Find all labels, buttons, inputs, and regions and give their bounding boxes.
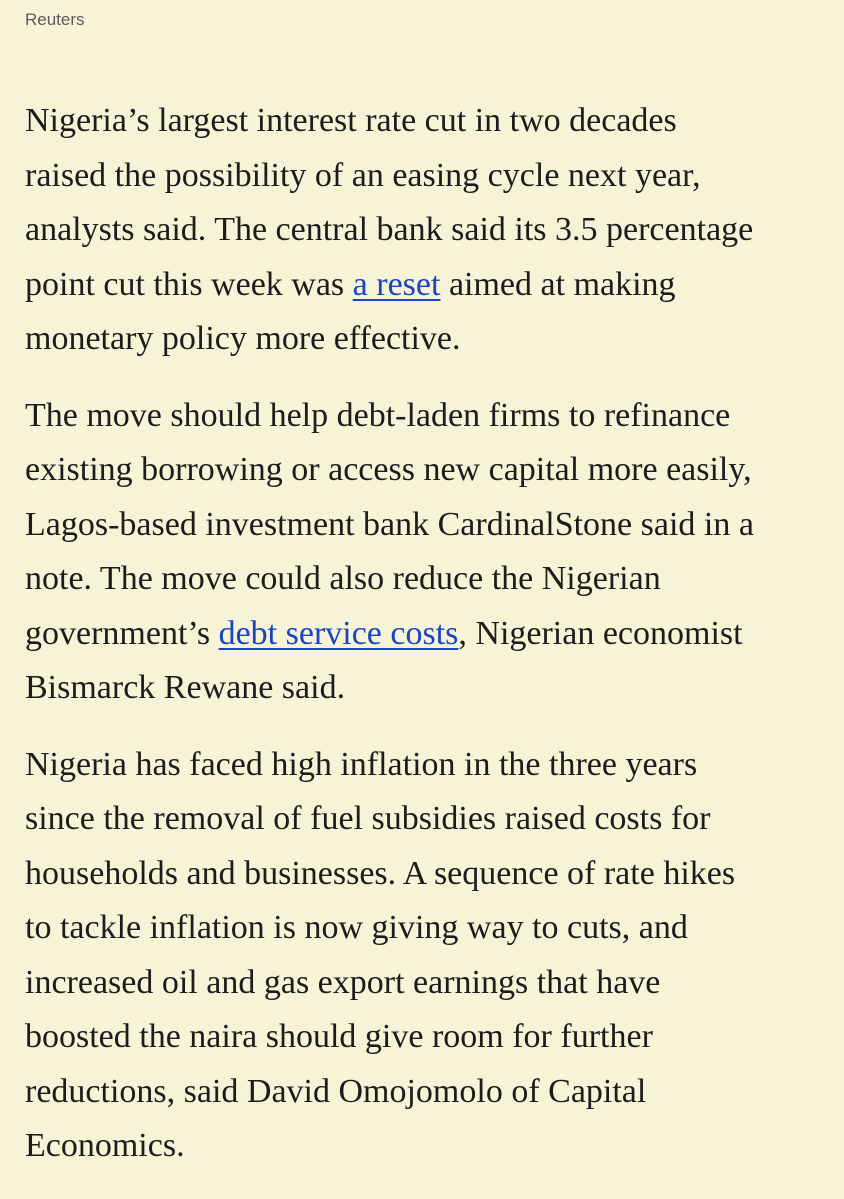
source-label: Reuters (25, 10, 85, 29)
text-line: increased oil and gas export earnings that have (25, 963, 661, 1001)
text-segment: government’s (25, 614, 219, 652)
text-line: to tackle inflation is now giving way to cuts, and (25, 909, 688, 946)
text-line-with-link (25, 258, 825, 313)
paragraph-1 (25, 94, 825, 367)
text-line: analysts said. The central bank said its 3.5 percentage (25, 211, 754, 248)
text-line: Lagos-based investment bank CardinalStone said in a (25, 505, 754, 543)
text-line: Nigeria’s largest interest rate cut in two decades (25, 102, 677, 139)
text-line: note. The move could also reduce the Nigerian (25, 560, 661, 597)
text-line: raised the possibility of an easing cycle next year, (25, 156, 701, 194)
text-segment: point cut this week was (25, 265, 353, 303)
paragraph-2 (25, 389, 825, 716)
text-line: monetary policy more effective. (25, 320, 461, 357)
text-line: Bismarck Rewane said. (25, 669, 346, 706)
text-line: since the removal of fuel subsidies raised costs for (25, 800, 711, 837)
text-line: Nigeria has faced high inflation in the three years (25, 745, 698, 783)
text-line: Economics. (25, 1127, 185, 1164)
text-line: existing borrowing or access new capital more easily, (25, 451, 752, 488)
text-segment: , Nigerian economist (458, 614, 743, 652)
article-body (25, 94, 825, 1196)
text-line: boosted the naira should give room for further (25, 1018, 653, 1055)
text-line: households and businesses. A sequence of rate hikes (25, 854, 736, 892)
paragraph-3 (25, 738, 825, 1174)
debt-service-costs-link[interactable]: debt service costs (218, 614, 459, 652)
text-segment: aimed at making (440, 265, 676, 303)
text-line: reductions, said David Omojomolo of Capital (25, 1072, 647, 1110)
text-line-with-link (25, 607, 825, 662)
text-line: The move should help debt-laden firms to refinance (25, 396, 731, 434)
a-reset-link[interactable]: a reset (352, 265, 441, 303)
